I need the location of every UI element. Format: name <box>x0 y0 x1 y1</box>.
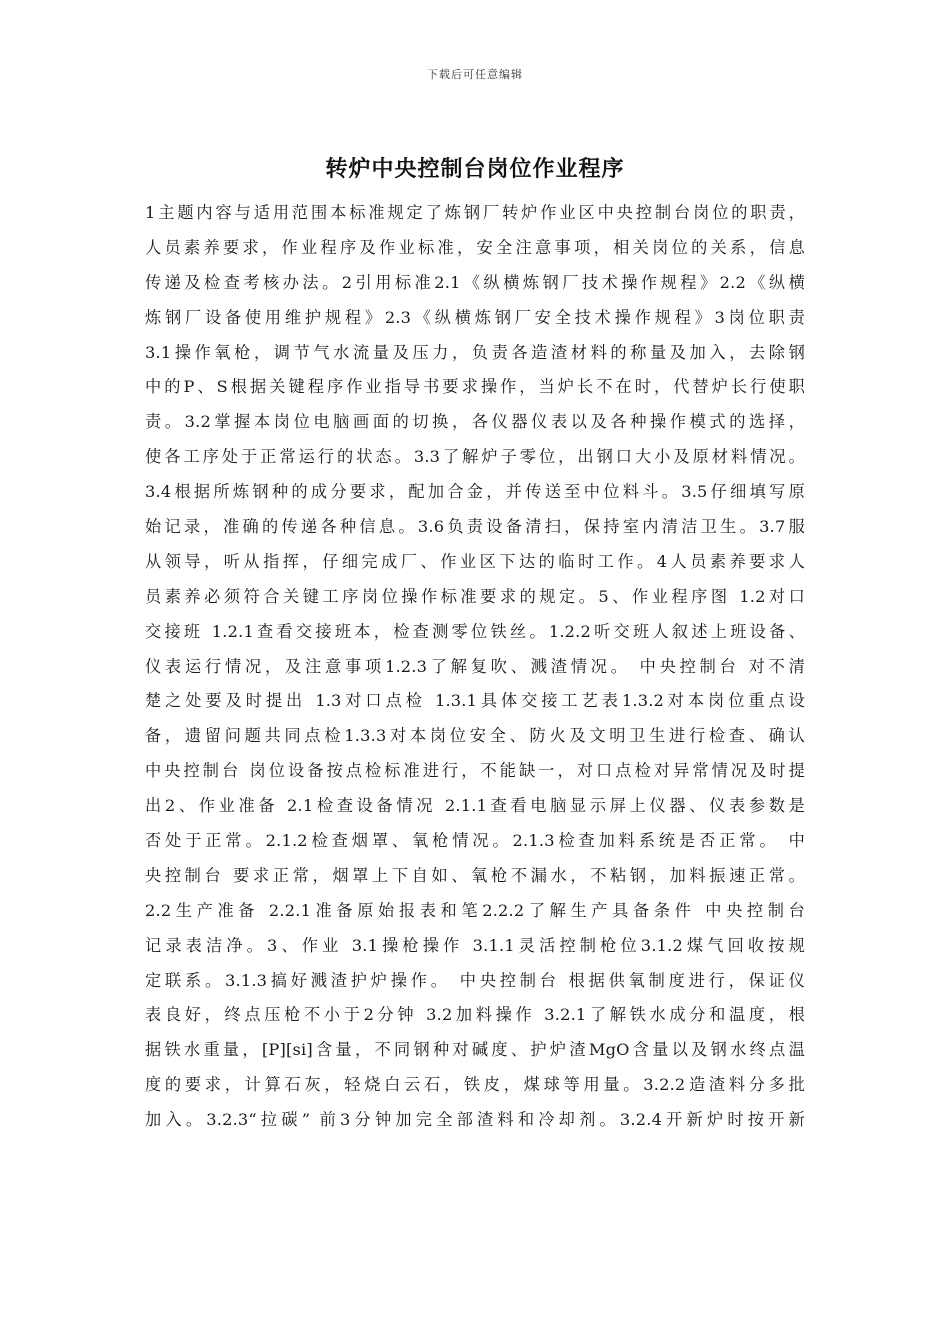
body-text-line: 备，遗留问题共同点检1.3.3对本岗位安全、防火及文明卫生进行检查、确认 <box>145 726 805 746</box>
body-text-line: 从领导，听从指挥，仔细完成厂、作业区下达的临时工作。4人员素养要求人 <box>145 551 805 571</box>
body-text-line: 使各工序处于正常运行的状态。3.3了解炉子零位，出钢口大小及原材料情况。 <box>145 447 805 467</box>
body-text-line: 出2、作业准备 2.1检查设备情况 2.1.1查看电脑显示屏上仪器、仪表参数是 <box>145 796 805 816</box>
body-text-line: 定联系。3.1.3搞好溅渣护炉操作。 中央控制台 根据供氧制度进行，保证仪 <box>145 970 805 990</box>
body-text-line: 央控制台 要求正常，烟罩上下自如、氧枪不漏水，不粘钢，加料振速正常。 <box>145 865 805 885</box>
body-text-line: 人员素养要求，作业程序及作业标准，安全注意事项，相关岗位的关系，信息 <box>145 237 805 257</box>
body-text-line: 记录表洁净。3、作业 3.1操枪操作 3.1.1灵活控制枪位3.1.2煤气回收按规 <box>145 935 805 955</box>
body-text-line: 仪表运行情况，及注意事项1.2.3了解复吹、溅渣情况。 中央控制台 对不清 <box>145 656 805 676</box>
body-text-line: 员素养必须符合关键工序岗位操作标准要求的规定。5、作业程序图 1.2对口 <box>145 586 805 606</box>
body-text-line: 2.2生产准备 2.2.1准备原始报表和笔2.2.2了解生产具备条件 中央控制台 <box>145 900 805 920</box>
body-text-line: 交接班 1.2.1查看交接班本，检查测零位铁丝。1.2.2听交班人叙述上班设备、 <box>145 621 805 641</box>
body-text-line: 中央控制台 岗位设备按点检标准进行，不能缺一，对口点检对异常情况及时提 <box>145 761 805 781</box>
body-text-line: 楚之处要及时提出 1.3对口点检 1.3.1具体交接工艺表1.3.2对本岗位重点设 <box>145 691 805 711</box>
body-text-line: 炼钢厂设备使用维护规程》2.3《纵横炼钢厂安全技术操作规程》3岗位职责 <box>145 307 805 327</box>
document-body <box>145 196 805 1138</box>
body-text-line: 据铁水重量，[P][si]含量，不同钢种对碱度、护炉渣MgO含量以及钢水终点温 <box>145 1040 805 1060</box>
body-text-line: 加入。3.2.3“拉碳” 前3分钟加完全部渣料和冷却剂。3.2.4开新炉时按开新 <box>145 1110 805 1130</box>
document-title: 转炉中央控制台岗位作业程序 <box>325 156 625 182</box>
body-text-line: 3.4根据所炼钢种的成分要求，配加合金，并传送至中位料斗。3.5仔细填写原 <box>145 482 805 502</box>
body-text-line: 3.1操作氧枪，调节气水流量及压力，负责各造渣材料的称量及加入，去除钢 <box>145 342 805 362</box>
body-text-line: 表良好，终点压枪不小于2分钟 3.2加料操作 3.2.1了解铁水成分和温度，根 <box>145 1005 805 1025</box>
body-text-line: 度的要求，计算石灰，轻烧白云石，铁皮，煤球等用量。3.2.2造渣料分多批 <box>145 1075 805 1095</box>
body-text-line: 否处于正常。2.1.2检查烟罩、氧枪情况。2.1.3检查加料系统是否正常。 中 <box>145 831 805 851</box>
page-header-note: 下载后可任意编辑 <box>427 68 523 81</box>
body-text-line: 中的P、S根据关键程序作业指导书要求操作，当炉长不在时，代替炉长行使职 <box>145 377 805 397</box>
body-text-line: 始记录，准确的传递各种信息。3.6负责设备清扫，保持室内清洁卫生。3.7服 <box>145 517 805 537</box>
body-text-line: 1主题内容与适用范围本标准规定了炼钢厂转炉作业区中央控制台岗位的职责， <box>145 203 805 222</box>
body-text-line: 传递及检查考核办法。2引用标准2.1《纵横炼钢厂技术操作规程》2.2《纵横 <box>145 272 805 292</box>
body-text-line: 责。3.2掌握本岗位电脑画面的切换，各仪器仪表以及各种操作模式的选择， <box>145 412 805 432</box>
